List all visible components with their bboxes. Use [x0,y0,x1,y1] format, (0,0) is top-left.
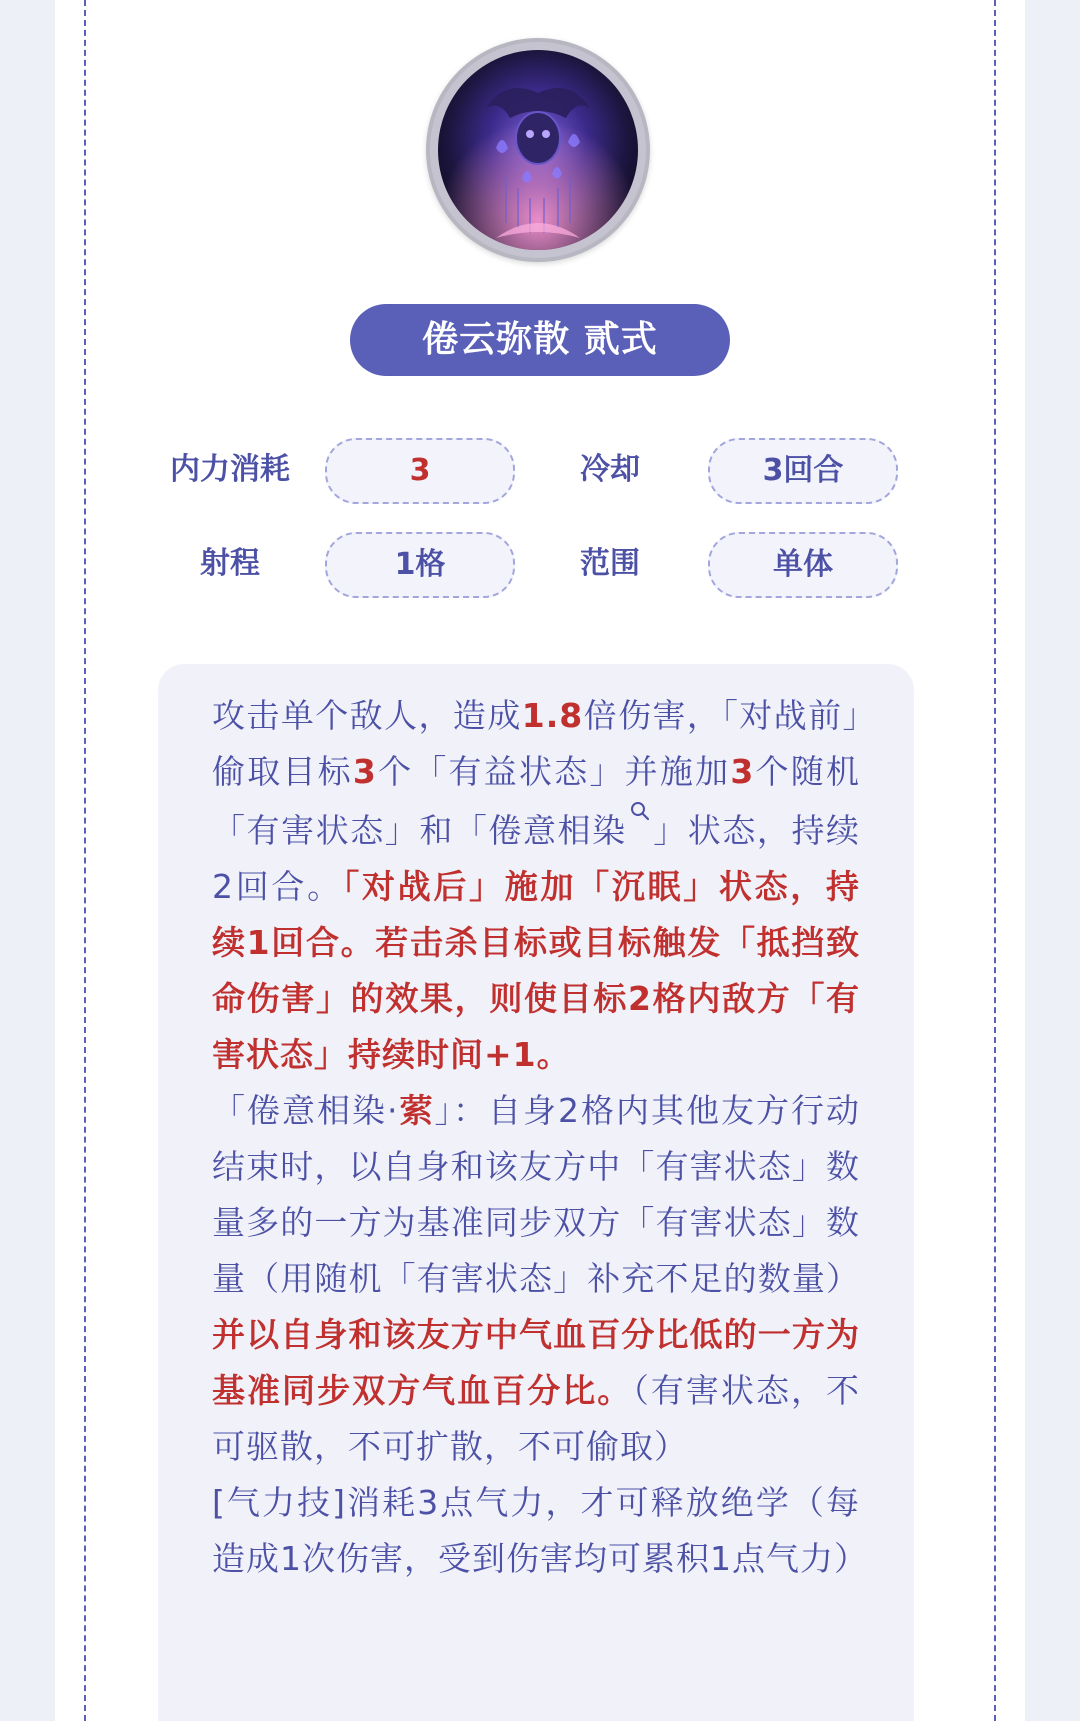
search-icon[interactable] [629,800,651,822]
steal-count: 3 [352,752,377,791]
after-battle-effect: 「对战后」施加「沉眠」状态，持续1回合。若击杀目标或目标触发「抵挡致命伤害」的效果，则使目标2格内敌方「有害状态」持续时间+1。 [212,867,861,1074]
description-paragraph-2 [212,1083,860,1475]
desc-text: 个「有益状态」并施加 [376,752,731,791]
damage-multiplier: 1.8 [521,696,584,735]
desc-text: （有害状态，不可驱散，不可扩散，不可偷取） [212,1371,861,1466]
description-paragraph-3: [气力技]消耗3点气力，才可释放绝学（每造成1次伤害，受到伤害均可累积1点气力） [212,1483,868,1578]
left-dashed-border [84,0,86,1721]
hp-sync-effect: 并以自身和该友方中气血百分比低的一方为基准同步双方气血百分比。 [212,1315,860,1410]
description-paragraph-1 [212,688,860,1083]
cooldown-label: 冷却 [580,452,640,487]
cost-label: 内力消耗 [170,452,290,487]
desc-text: 」：自身2格内其他友方行动结束时，以自身和该友方中「有害状态」数量多的一方为基准同步双方「有害状态」数量（用随机「有害状态」补充不足的数量） [212,1091,860,1298]
skill-name-banner: 倦云弥散 贰式 [350,304,730,376]
range-label: 射程 [200,546,260,581]
desc-text: 「倦意相染· [212,1091,399,1130]
skill-description [212,688,868,1587]
skill-icon [426,38,650,262]
area-value: 单体 [708,532,898,598]
left-margin [0,0,55,1721]
area-label: 范围 [580,546,640,581]
right-margin [1025,0,1080,1721]
cost-value: 3 [325,438,515,504]
desc-text: 攻击单个敌人，造成 [212,696,522,735]
debuff-count: 3 [730,752,755,791]
desc-text: 」状态，持续2回合。 [212,811,861,906]
desc-text: 倍伤害，「对战前」偷取目标 [212,696,861,791]
status-variant: 萦 [398,1091,435,1130]
desc-text: 个随机「有害状态」和「倦意相染 [212,752,861,850]
right-dashed-border [994,0,996,1721]
range-value: 1格 [325,532,515,598]
cooldown-value: 3回合 [708,438,898,504]
